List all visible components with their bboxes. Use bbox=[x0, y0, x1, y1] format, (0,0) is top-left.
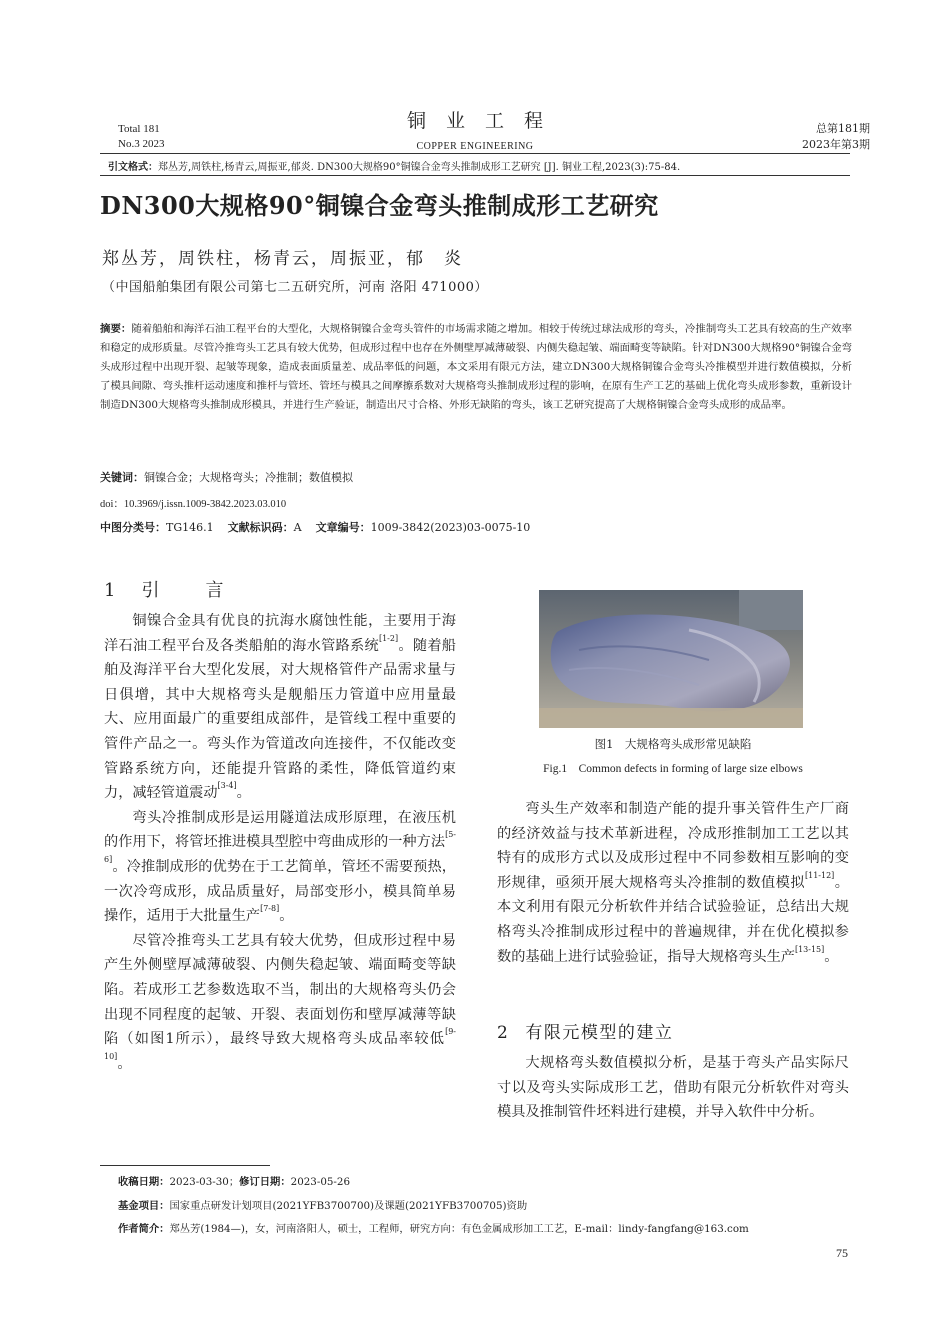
paragraph: 弯头生产效率和制造产能的提升事关管件生产厂商的经济效益与技术革新进程，冷成形推制加工工艺以其特有的成形方式以及成形过程中不同参数相互影响的变形规律，亟须开展大规格弯头冷推制的数值模拟[11-12]。本文利用有限元分析软件并结合试验验证，总结出大规格弯头冷推制成形过程中的普遍规律，并在优化模拟参数的基础上进行试验验证，指导大规格弯头生产[13-15]。 bbox=[497, 801, 849, 965]
keywords: 关键词：铜镍合金；大规格弯头；冷推制；数值模拟 bbox=[100, 471, 353, 484]
paragraph: 铜镍合金具有优良的抗海水腐蚀性能，主要用于海洋石油工程平台及各类船舶的海水管路系统[1-2]。随着船舶及海洋平台大型化发展，对大规格管件产品需求量与日俱增，其中大规格弯头是舰船压力管道中应用量最大、应用面最广的重要组成部件，是管线工程中重要的管件产品之一。弯头作为管道改向连接件，不仅能改变管路系统方向，还能提升管路的柔性，降低管道约束力，减轻管道震动[3-4]。 bbox=[104, 613, 456, 802]
figure-caption-cn: 图1 大规格弯头成形常见缺陷 bbox=[594, 737, 752, 751]
section-heading-1: 1 引 言 bbox=[104, 580, 238, 601]
footnote-fund: 基金项目：国家重点研发计划项目(2021YFB3700700)及课题(2021YFB3700705)资助 bbox=[118, 1200, 528, 1212]
total-en: Total 181 bbox=[118, 123, 160, 135]
issue-cn: 2023年第3期 bbox=[802, 138, 870, 151]
abstract-text: 随着船舶和海洋石油工程平台的大型化，大规格铜镍合金弯头管件的市场需求随之增加。相较于传统过球法成形的弯头，冷推制弯头工艺具有较高的生产效率和稳定的成形质量。尽管冷推弯头工艺具有较大优势，但成形过程中也存在外侧壁厚减薄破裂、内侧失稳起皱、端面畸变等缺陷。针对DN300大规格90°铜镍合金弯头成形过程中出现开裂、起皱等现象，造成表面质量差、成品率低的问题，本文采用有限元方法，建立DN300大规格铜镍合金弯头冷推模型并进行数值模拟，分析了模具间隙、弯头推杆运动速度和推杆与管坯、管坯与模具之间摩擦系数对大规格弯头推制成形过程的影响，在原有生产工艺的基础上优化弯头成形参数，重新设计制造DN300大规格弯头推制成形模具，并进行生产验证，制造出尺寸合格、外形无缺陷的弯头，该工艺研究提高了大规格铜镍合金弯头成形的成品率。 bbox=[100, 323, 853, 411]
figure-elbow-photo bbox=[539, 590, 803, 728]
footnote-divider bbox=[100, 1165, 270, 1166]
citation-text: 郑丛芳,周铁柱,杨青云,周振亚,郁炎. DN300大规格90°铜镍合金弯头推制成形工艺研究 [J]. 铜业工程,2023(3):75-84. bbox=[158, 162, 681, 173]
header-divider bbox=[100, 153, 850, 154]
issue-en: No.3 2023 bbox=[118, 138, 165, 150]
section2-body bbox=[497, 1051, 849, 1125]
header-right bbox=[802, 121, 870, 153]
journal-name-cn: 铜业工程 bbox=[406, 110, 563, 132]
abstract bbox=[100, 320, 852, 415]
paper-title: DN300大规格90°铜镍合金弯头推制成形工艺研究 bbox=[100, 191, 659, 220]
citation-line: 引文格式：郑丛芳,周铁柱,杨青云,周振亚,郁炎. DN300大规格90°铜镍合金弯头推制成形工艺研究 [J]. 铜业工程,2023(3):75-84. bbox=[108, 162, 681, 173]
left-column bbox=[104, 609, 456, 1076]
paragraph: 尽管冷推弯头工艺具有较大优势，但成形过程中易产生外侧壁厚减薄破裂、内侧失稳起皱、端面畸变等缺陷。若成形工艺参数选取不当，制出的大规格弯头仍会出现不同程度的起皱、开裂、表面划伤和壁厚减薄等缺陷（如图1所示），最终导致大规格弯头成品率较低[9-10]。 bbox=[104, 932, 456, 1072]
elbow-image bbox=[539, 590, 803, 728]
footnote-author: 作者简介：郑丛芳(1984—)，女，河南洛阳人，硕士，工程师，研究方向：有色金属成形加工工艺，E-mail：lindy-fangfang@163.com bbox=[118, 1223, 749, 1235]
classification: 中图分类号：TG146.1 文献标识码：A 文章编号：1009-3842(2023)03-0075-10 bbox=[100, 521, 531, 534]
doi: doi：10.3969/j.issn.1009-3842.2023.03.010 bbox=[100, 499, 287, 510]
paragraph: 弯头冷推制成形是运用隧道法成形原理，在液压机的作用下，将管坯推进模具型腔中弯曲成形的一种方法[5-6]。冷推制成形的优势在于工艺简单，管坯不需要预热，一次冷弯成形，成品质量好，局部变形小，模具简单易操作，适用于大批量生产[7-8]。 bbox=[104, 809, 456, 925]
footnote-dates: 收稿日期：2023-03-30；修订日期：2023-05-26 bbox=[118, 1176, 351, 1188]
page-number: 75 bbox=[836, 1246, 848, 1260]
journal-name-en: COPPER ENGINEERING bbox=[416, 141, 534, 152]
abstract-label: 摘要： bbox=[100, 323, 132, 335]
affiliation: （中国船舶集团有限公司第七二五研究所，河南 洛阳 471000） bbox=[102, 280, 488, 295]
total-cn: 总第181期 bbox=[816, 122, 870, 135]
right-column bbox=[497, 797, 849, 969]
citation-divider bbox=[100, 175, 850, 176]
author-list: 郑丛芳，周铁柱，杨青云，周振亚，郁 炎 bbox=[102, 249, 463, 269]
figure-caption-en: Fig.1 Common defects in forming of large size elbows bbox=[543, 763, 803, 775]
paragraph: 大规格弯头数值模拟分析，是基于弯头产品实际尺寸以及弯头实际成形工艺，借助有限元分析软件对弯头模具及推制管件坯料进行建模，并导入软件中分析。 bbox=[497, 1055, 849, 1121]
keywords-text: 铜镍合金；大规格弯头；冷推制；数值模拟 bbox=[144, 471, 353, 484]
section-heading-2: 2 有限元模型的建立 bbox=[497, 1023, 674, 1043]
